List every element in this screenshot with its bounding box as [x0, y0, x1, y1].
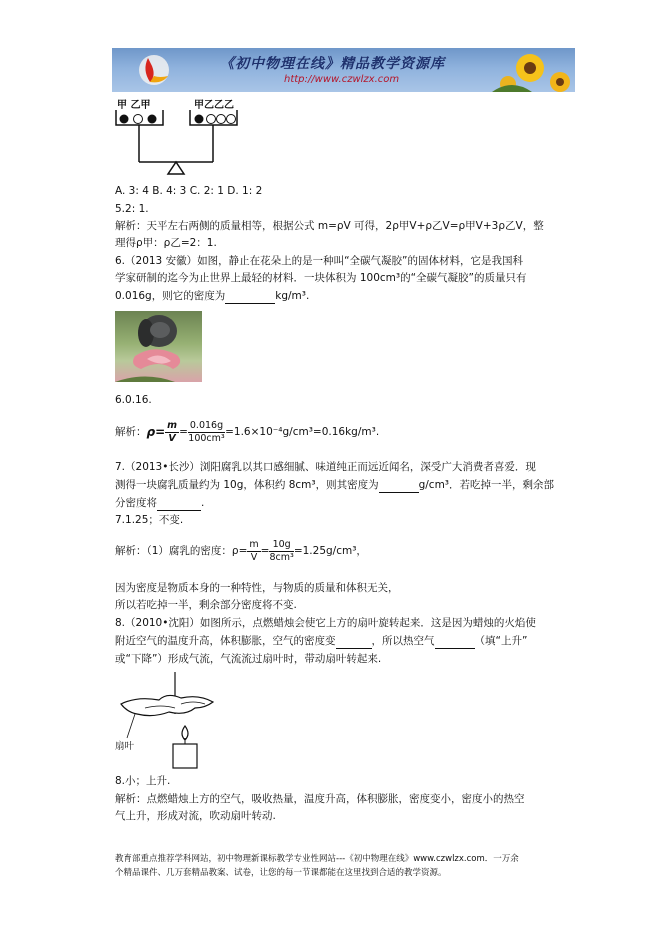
- q7-answer: 7.1.25；不变.: [115, 514, 184, 526]
- q6-line-3-unit: kg/m³.: [275, 290, 310, 302]
- q7-line-2-text: 测得一块腐乳质量约为 10g，体积约 8cm³，则其密度为: [115, 479, 379, 491]
- q8-question-line-2: [115, 634, 527, 649]
- q6-formula-rho: ρ=: [146, 425, 166, 439]
- q8-line-2-text: 附近空气的温度升高，体积膨胀，空气的密度变: [115, 635, 336, 647]
- header-banner: [112, 48, 575, 92]
- q6-question-line-1: 6.（2013 安徽）如图，静止在花朵上的是一种叫“全碳气凝胶”的固体材料，它是我国科: [115, 255, 523, 267]
- q8-analysis-line-2: 气上升，形成对流，吹动扇叶转动.: [115, 810, 276, 822]
- q7-analysis: [115, 536, 367, 566]
- q6-analysis: [115, 417, 379, 447]
- q6-answer: 6.0.16.: [115, 394, 152, 406]
- q5-analysis-line-1: 解析：天平左右两侧的质量相等，根据公式 m=ρV 可得，2ρ甲V+ρ乙V=ρ甲V+3ρ乙V，整: [115, 220, 544, 232]
- q7-formula-v: V: [250, 551, 258, 563]
- q6-formula-equals: =: [179, 426, 188, 438]
- q7-blank-2: [157, 496, 201, 511]
- right-pan-labels: 甲乙乙乙: [194, 100, 234, 111]
- q7-line-3-text: 分密度将: [115, 497, 157, 509]
- q5-analysis-line-2: 理得ρ甲：ρ乙=2：1.: [115, 237, 217, 249]
- q7-question-line-2: [115, 478, 554, 493]
- q7-formula-numerator: 10g: [269, 539, 293, 552]
- q7-formula-m: m: [249, 538, 259, 550]
- candle-fan-diagram: [115, 668, 225, 770]
- candle-and-fan-icon: [115, 668, 225, 770]
- q6-formula-m-over-v: [165, 420, 179, 445]
- q6-formula-fraction: [188, 420, 225, 445]
- banner-title: 《初中物理在线》精品教学资源库: [220, 56, 445, 72]
- q8-analysis-line-1: 解析：点燃蜡烛上方的空气，吸收热量，温度升高，体积膨胀，密度变小，密度小的热空: [115, 793, 525, 805]
- q7-formula-m-over-v: [247, 539, 260, 564]
- q8-question-line-3: 或“下降”）形成气流，气流流过扇叶时，带动扇叶转起来.: [115, 653, 382, 665]
- aerogel-on-flower-photo: [115, 311, 202, 382]
- q6-formula-denominator: 100cm³: [188, 432, 225, 444]
- q7-analysis-text-2: 所以若吃掉一半，剩余部分密度将不变.: [115, 599, 297, 611]
- q7-analysis-label: 解析：（1）腐乳的密度：ρ=: [115, 545, 248, 557]
- q6-blank: [225, 289, 275, 304]
- q7-formula-result: =1.25g/cm³，: [293, 545, 367, 557]
- q5-answer: 5.2: 1.: [115, 203, 149, 215]
- q7-formula-equals: =: [260, 545, 270, 557]
- q8-line-2-mid: ，所以热空气: [371, 635, 435, 647]
- q6-analysis-label: 解析：: [115, 426, 147, 438]
- q6-formula-numerator: 0.016g: [189, 419, 224, 431]
- q8-answer: 8.小；上升.: [115, 775, 171, 787]
- banner-url: http://www.czwlzx.com: [284, 74, 400, 85]
- q7-question-line-1: 7.（2013•长沙）浏阳腐乳以其口感细腻、味道纯正而远近闻名，深受广大消费者喜爱．现: [115, 461, 536, 473]
- q7-question-line-3: [115, 496, 204, 511]
- fan-label: 扇叶: [115, 741, 135, 752]
- q7-formula-denominator: 8cm³: [269, 551, 294, 563]
- q6-question-line-3: [115, 289, 309, 304]
- q7-analysis-text-1: 因为密度是物质本身的一种特性，与物质的质量和体积无关，: [115, 582, 399, 594]
- q8-question-line-1: 8.（2010•沈阳）如图所示，点燃蜡烛会使它上方的扇叶旋转起来．这是因为蜡烛的火焰使: [115, 617, 536, 629]
- footer-line-2: 个精品课件、几万套精品教案、试卷，让您的每一节课都能在这里找到合适的教学资源。: [115, 868, 447, 878]
- q8-blank-1: [336, 634, 372, 649]
- q6-formula-v: V: [168, 432, 176, 444]
- q5-options: A. 3: 4 B. 4: 3 C. 2: 1 D. 1: 2: [115, 185, 263, 197]
- left-pan-labels: 甲 乙甲: [117, 100, 151, 111]
- balance-diagram: [115, 96, 245, 178]
- q6-question-line-2: 学家研制的迄今为止世界上最轻的材料．一块体积为 100cm³的“全碳气凝胶”的质量只有: [115, 272, 527, 284]
- footer-line-1: 教育部重点推荐学科网站，初中物理新课标教学专业性网站---《初中物理在线》www.czwlzx.com．一万余: [115, 854, 519, 864]
- q7-blank-1: [379, 478, 419, 493]
- q8-blank-2: [435, 634, 475, 649]
- balance-scale-icon: [115, 108, 245, 178]
- q7-formula-fraction: [269, 539, 293, 564]
- q7-line-3-end: .: [201, 497, 205, 509]
- q6-line-3-text: 0.016g，则它的密度为: [115, 290, 226, 302]
- q6-formula-result: =1.6×10⁻⁴g/cm³=0.16kg/m³.: [225, 426, 380, 438]
- aerogel-image-icon: [115, 311, 202, 382]
- q6-formula-m: m: [167, 419, 178, 431]
- q7-line-2-unit: g/cm³．若吃掉一半，剩余部: [418, 479, 555, 491]
- q8-line-2-hint: （填“上升”: [474, 635, 528, 647]
